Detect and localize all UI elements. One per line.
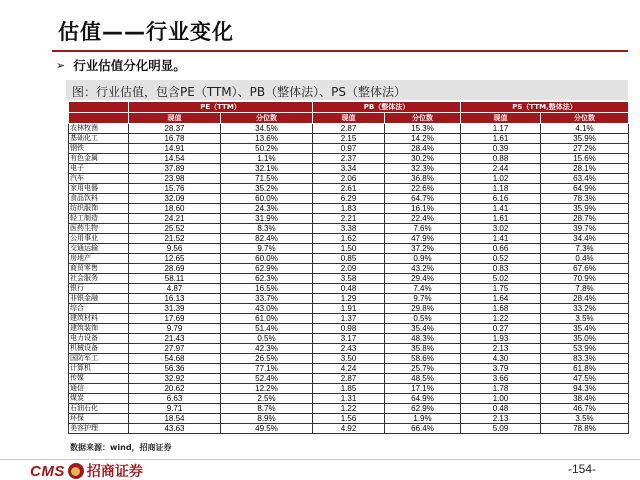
pb-value-cell: 6.29 — [313, 194, 385, 204]
table-row — [69, 384, 629, 394]
table-row — [69, 344, 629, 354]
bullet-point — [56, 56, 186, 74]
industry-cell: 社会服务 — [69, 274, 129, 284]
group-header-pe: PE（TTM） — [129, 102, 313, 113]
ps-percentile-cell: 94.3% — [541, 384, 629, 394]
table-row — [69, 184, 629, 194]
pe-percentile-cell: 42.3% — [221, 344, 313, 354]
table-row — [69, 334, 629, 344]
industry-cell: 电子 — [69, 164, 129, 174]
pb-percentile-cell: 0.5% — [385, 314, 461, 324]
ps-percentile-cell: 61.8% — [541, 364, 629, 374]
table-row — [69, 364, 629, 374]
pe-value-cell: 9.56 — [129, 244, 221, 254]
pb-value-cell: 1.31 — [313, 394, 385, 404]
ps-value-cell: 1.02 — [461, 174, 541, 184]
table-row — [69, 304, 629, 314]
ps-value-cell: 1.17 — [461, 124, 541, 134]
pb-value-cell: 2.06 — [313, 174, 385, 184]
pe-percentile-cell: 52.4% — [221, 374, 313, 384]
industry-cell: 有色金属 — [69, 154, 129, 164]
ps-value-cell: 2.13 — [461, 414, 541, 424]
sub-header-ps-value: 现值 — [461, 113, 541, 124]
pe-percentile-cell: 51.4% — [221, 324, 313, 334]
pe-value-cell: 43.63 — [129, 424, 221, 434]
ps-value-cell: 1.75 — [461, 284, 541, 294]
title-divider — [52, 50, 628, 52]
pe-percentile-cell: 8.7% — [221, 404, 313, 414]
pe-percentile-cell: 24.3% — [221, 204, 313, 214]
ps-value-cell: 5.02 — [461, 274, 541, 284]
ps-value-cell: 1.61 — [461, 214, 541, 224]
ps-percentile-cell: 64.9% — [541, 184, 629, 194]
bullet-text: 行业估值分化明显。 — [73, 58, 186, 73]
pb-percentile-cell: 7.4% — [385, 284, 461, 294]
pe-value-cell: 18.60 — [129, 204, 221, 214]
pb-percentile-cell: 66.4% — [385, 424, 461, 434]
ps-value-cell: 0.39 — [461, 144, 541, 154]
ps-value-cell: 0.66 — [461, 244, 541, 254]
pb-value-cell: 2.61 — [313, 184, 385, 194]
data-source: 数据来源：wind，招商证券 — [70, 443, 172, 452]
pb-percentile-cell: 17.1% — [385, 384, 461, 394]
pe-percentile-cell: 71.5% — [221, 174, 313, 184]
pe-value-cell: 31.39 — [129, 304, 221, 314]
pb-value-cell: 0.97 — [313, 144, 385, 154]
ps-percentile-cell: 67.6% — [541, 264, 629, 274]
ps-value-cell: 0.48 — [461, 404, 541, 414]
table-row — [69, 354, 629, 364]
pe-value-cell: 16.78 — [129, 134, 221, 144]
ps-value-cell: 1.41 — [461, 234, 541, 244]
valuation-table-container — [68, 101, 628, 434]
table-row — [69, 294, 629, 304]
ps-value-cell: 1.68 — [461, 304, 541, 314]
table-row — [69, 224, 629, 234]
pb-value-cell: 3.17 — [313, 334, 385, 344]
ps-percentile-cell: 27.2% — [541, 144, 629, 154]
pe-percentile-cell: 82.4% — [221, 234, 313, 244]
industry-cell: 交通运输 — [69, 244, 129, 254]
ps-percentile-cell: 3.5% — [541, 414, 629, 424]
pb-percentile-cell: 62.9% — [385, 404, 461, 414]
pb-percentile-cell: 9.7% — [385, 294, 461, 304]
pe-value-cell: 58.11 — [129, 274, 221, 284]
footer-divider — [0, 459, 640, 460]
sub-header-pb-value: 现值 — [313, 113, 385, 124]
sub-header-ps-percentile: 分位数 — [541, 113, 629, 124]
table-row — [69, 164, 629, 174]
pb-value-cell: 2.09 — [313, 264, 385, 274]
table-row — [69, 264, 629, 274]
table-row — [69, 194, 629, 204]
table-row — [69, 204, 629, 214]
table-row — [69, 174, 629, 184]
ps-percentile-cell: 28.7% — [541, 214, 629, 224]
pb-percentile-cell: 35.4% — [385, 324, 461, 334]
ps-percentile-cell: 34.4% — [541, 234, 629, 244]
ps-value-cell: 5.09 — [461, 424, 541, 434]
ps-percentile-cell: 53.9% — [541, 344, 629, 354]
pb-percentile-cell: 43.2% — [385, 264, 461, 274]
pe-percentile-cell: 12.2% — [221, 384, 313, 394]
pe-value-cell: 21.43 — [129, 334, 221, 344]
pb-percentile-cell: 29.8% — [385, 304, 461, 314]
industry-cell: 石油石化 — [69, 404, 129, 414]
pe-value-cell: 23.98 — [129, 174, 221, 184]
table-row — [69, 154, 629, 164]
industry-cell: 家用电器 — [69, 184, 129, 194]
pb-percentile-cell: 14.2% — [385, 134, 461, 144]
pb-value-cell: 4.24 — [313, 364, 385, 374]
ps-value-cell: 1.61 — [461, 134, 541, 144]
ps-value-cell: 1.18 — [461, 184, 541, 194]
pe-percentile-cell: 16.5% — [221, 284, 313, 294]
logo-chinese-text: 招商证券 — [86, 464, 143, 480]
pe-percentile-cell: 49.5% — [221, 424, 313, 434]
pe-value-cell: 14.91 — [129, 144, 221, 154]
pe-value-cell: 32.09 — [129, 194, 221, 204]
pb-value-cell: 3.38 — [313, 224, 385, 234]
cms-logo — [30, 461, 143, 480]
valuation-table — [68, 101, 629, 434]
corner-header — [69, 102, 129, 113]
pb-value-cell: 3.34 — [313, 164, 385, 174]
industry-cell: 农林牧渔 — [69, 124, 129, 134]
pb-value-cell: 0.85 — [313, 254, 385, 264]
pe-percentile-cell: 60.0% — [221, 254, 313, 264]
pe-percentile-cell: 8.9% — [221, 414, 313, 424]
pe-percentile-cell: 34.5% — [221, 124, 313, 134]
pe-percentile-cell: 8.3% — [221, 224, 313, 234]
table-row — [69, 394, 629, 404]
industry-cell: 机械设备 — [69, 344, 129, 354]
ps-value-cell: 0.83 — [461, 264, 541, 274]
ps-value-cell: 1.78 — [461, 384, 541, 394]
pe-percentile-cell: 9.7% — [221, 244, 313, 254]
pb-percentile-cell: 7.6% — [385, 224, 461, 234]
sub-header-pe-value: 现值 — [129, 113, 221, 124]
pb-percentile-cell: 16.1% — [385, 204, 461, 214]
pe-value-cell: 25.52 — [129, 224, 221, 234]
pe-value-cell: 24.21 — [129, 214, 221, 224]
industry-cell: 通信 — [69, 384, 129, 394]
pe-percentile-cell: 32.1% — [221, 164, 313, 174]
table-row — [69, 414, 629, 424]
pe-value-cell: 18.54 — [129, 414, 221, 424]
industry-cell: 医药生物 — [69, 224, 129, 234]
pe-percentile-cell: 35.2% — [221, 184, 313, 194]
pe-value-cell: 21.52 — [129, 234, 221, 244]
pb-percentile-cell: 64.9% — [385, 394, 461, 404]
pb-value-cell: 1.85 — [313, 384, 385, 394]
sub-header-row — [69, 113, 629, 124]
pb-percentile-cell: 36.8% — [385, 174, 461, 184]
ps-percentile-cell: 3.5% — [541, 314, 629, 324]
ps-percentile-cell: 35.9% — [541, 204, 629, 214]
table-row — [69, 284, 629, 294]
industry-cell: 轻工制造 — [69, 214, 129, 224]
ps-value-cell: 4.30 — [461, 354, 541, 364]
ps-value-cell: 0.52 — [461, 254, 541, 264]
ps-value-cell: 1.93 — [461, 334, 541, 344]
industry-cell: 基础化工 — [69, 134, 129, 144]
pb-percentile-cell: 28.4% — [385, 144, 461, 154]
ps-value-cell: 2.13 — [461, 344, 541, 354]
ps-percentile-cell: 78.3% — [541, 194, 629, 204]
pb-value-cell: 3.58 — [313, 274, 385, 284]
pe-value-cell: 14.54 — [129, 154, 221, 164]
pb-percentile-cell: 15.3% — [385, 124, 461, 134]
industry-cell: 国防军工 — [69, 354, 129, 364]
pb-value-cell: 1.83 — [313, 204, 385, 214]
pb-value-cell: 1.56 — [313, 414, 385, 424]
pb-value-cell: 2.87 — [313, 374, 385, 384]
pb-value-cell: 2.21 — [313, 214, 385, 224]
pe-value-cell: 6.63 — [129, 394, 221, 404]
table-row — [69, 124, 629, 134]
pb-percentile-cell: 48.5% — [385, 374, 461, 384]
ps-value-cell: 3.66 — [461, 374, 541, 384]
pb-percentile-cell: 22.6% — [385, 184, 461, 194]
table-row — [69, 134, 629, 144]
industry-cell: 公用事业 — [69, 234, 129, 244]
group-header-row — [69, 102, 629, 113]
pe-percentile-cell: 43.0% — [221, 304, 313, 314]
pb-percentile-cell: 64.7% — [385, 194, 461, 204]
industry-cell: 电力设备 — [69, 334, 129, 344]
pb-value-cell: 1.50 — [313, 244, 385, 254]
pb-percentile-cell: 30.2% — [385, 154, 461, 164]
pe-value-cell: 27.97 — [129, 344, 221, 354]
pe-percentile-cell: 33.7% — [221, 294, 313, 304]
page-number: -154- — [568, 462, 597, 476]
ps-value-cell: 0.88 — [461, 154, 541, 164]
ps-percentile-cell: 46.7% — [541, 404, 629, 414]
pb-value-cell: 2.15 — [313, 134, 385, 144]
arrow-bullet-icon: ➢ — [56, 58, 66, 72]
pb-percentile-cell: 47.9% — [385, 234, 461, 244]
pe-percentile-cell: 62.3% — [221, 274, 313, 284]
table-row — [69, 314, 629, 324]
table-row — [69, 254, 629, 264]
ps-value-cell: 1.41 — [461, 204, 541, 214]
pb-value-cell: 2.37 — [313, 154, 385, 164]
pb-value-cell: 0.48 — [313, 284, 385, 294]
page-title: 估值——行业变化 — [58, 20, 234, 44]
industry-cell: 房地产 — [69, 254, 129, 264]
ps-percentile-cell: 35.9% — [541, 134, 629, 144]
ps-percentile-cell: 7.8% — [541, 284, 629, 294]
industry-cell: 纺织服饰 — [69, 204, 129, 214]
pe-percentile-cell: 1.1% — [221, 154, 313, 164]
pb-value-cell: 1.62 — [313, 234, 385, 244]
ps-percentile-cell: 47.5% — [541, 374, 629, 384]
table-row — [69, 234, 629, 244]
table-row — [69, 244, 629, 254]
pe-percentile-cell: 62.9% — [221, 264, 313, 274]
ps-value-cell: 1.00 — [461, 394, 541, 404]
table-row — [69, 374, 629, 384]
pb-percentile-cell: 22.4% — [385, 214, 461, 224]
pe-value-cell: 37.89 — [129, 164, 221, 174]
pe-percentile-cell: 50.2% — [221, 144, 313, 154]
pe-value-cell: 9.79 — [129, 324, 221, 334]
ps-percentile-cell: 83.3% — [541, 354, 629, 364]
ps-percentile-cell: 63.4% — [541, 174, 629, 184]
pe-percentile-cell: 61.0% — [221, 314, 313, 324]
pe-percentile-cell: 77.1% — [221, 364, 313, 374]
ps-percentile-cell: 28.4% — [541, 294, 629, 304]
ps-value-cell: 2.44 — [461, 164, 541, 174]
pe-percentile-cell: 2.5% — [221, 394, 313, 404]
pe-percentile-cell: 13.6% — [221, 134, 313, 144]
pe-value-cell: 15.76 — [129, 184, 221, 194]
pb-value-cell: 1.22 — [313, 404, 385, 414]
table-row — [69, 274, 629, 284]
pb-value-cell: 1.29 — [313, 294, 385, 304]
pe-value-cell: 28.69 — [129, 264, 221, 274]
ps-value-cell: 0.27 — [461, 324, 541, 334]
pb-value-cell: 2.43 — [313, 344, 385, 354]
pb-value-cell: 1.37 — [313, 314, 385, 324]
pe-percentile-cell: 0.5% — [221, 334, 313, 344]
table-body — [69, 124, 629, 434]
pe-value-cell: 4.87 — [129, 284, 221, 294]
industry-cell: 汽车 — [69, 174, 129, 184]
industry-cell: 环保 — [69, 414, 129, 424]
industry-cell: 计算机 — [69, 364, 129, 374]
pb-percentile-cell: 48.3% — [385, 334, 461, 344]
pb-percentile-cell: 32.3% — [385, 164, 461, 174]
sub-header-pe-percentile: 分位数 — [221, 113, 313, 124]
pb-percentile-cell: 37.2% — [385, 244, 461, 254]
industry-cell: 非银金融 — [69, 294, 129, 304]
pb-percentile-cell: 58.6% — [385, 354, 461, 364]
ps-percentile-cell: 39.7% — [541, 224, 629, 234]
industry-cell: 商贸零售 — [69, 264, 129, 274]
figure-caption: 图：行业估值，包含PE（TTM）、PB（整体法）、PS（整体法） — [72, 85, 406, 99]
group-header-pb: PB（整体法） — [313, 102, 461, 113]
ps-value-cell: 3.79 — [461, 364, 541, 374]
industry-cell: 建筑装饰 — [69, 324, 129, 334]
industry-cell: 建筑材料 — [69, 314, 129, 324]
pb-value-cell: 3.50 — [313, 354, 385, 364]
table-row — [69, 214, 629, 224]
ps-value-cell: 1.64 — [461, 294, 541, 304]
logo-emblem-icon — [68, 463, 84, 479]
ps-value-cell: 1.22 — [461, 314, 541, 324]
pe-percentile-cell: 26.5% — [221, 354, 313, 364]
pe-value-cell: 12.65 — [129, 254, 221, 264]
ps-percentile-cell: 15.6% — [541, 154, 629, 164]
pb-value-cell: 1.91 — [313, 304, 385, 314]
industry-cell: 综合 — [69, 304, 129, 314]
ps-percentile-cell: 35.4% — [541, 324, 629, 334]
ps-percentile-cell: 70.9% — [541, 274, 629, 284]
industry-cell: 银行 — [69, 284, 129, 294]
pb-percentile-cell: 35.8% — [385, 344, 461, 354]
pe-value-cell: 54.68 — [129, 354, 221, 364]
ps-percentile-cell: 35.0% — [541, 334, 629, 344]
pb-percentile-cell: 0.9% — [385, 254, 461, 264]
pb-percentile-cell: 25.7% — [385, 364, 461, 374]
ps-percentile-cell: 0.4% — [541, 254, 629, 264]
pe-value-cell: 17.69 — [129, 314, 221, 324]
pe-value-cell: 20.62 — [129, 384, 221, 394]
pe-value-cell: 56.36 — [129, 364, 221, 374]
corner-subheader — [69, 113, 129, 124]
industry-cell: 传媒 — [69, 374, 129, 384]
pb-percentile-cell: 29.4% — [385, 274, 461, 284]
table-row — [69, 424, 629, 434]
logo-cms-text: CMS — [30, 462, 65, 480]
pe-percentile-cell: 31.9% — [221, 214, 313, 224]
pe-percentile-cell: 60.0% — [221, 194, 313, 204]
ps-percentile-cell: 28.1% — [541, 164, 629, 174]
pb-value-cell: 0.98 — [313, 324, 385, 334]
ps-percentile-cell: 33.2% — [541, 304, 629, 314]
table-row — [69, 324, 629, 334]
pe-value-cell: 32.92 — [129, 374, 221, 384]
table-row — [69, 144, 629, 154]
ps-percentile-cell: 7.3% — [541, 244, 629, 254]
ps-percentile-cell: 38.4% — [541, 394, 629, 404]
industry-cell: 食品饮料 — [69, 194, 129, 204]
pe-value-cell: 16.13 — [129, 294, 221, 304]
pb-value-cell: 4.92 — [313, 424, 385, 434]
industry-cell: 煤炭 — [69, 394, 129, 404]
ps-value-cell: 3.02 — [461, 224, 541, 234]
ps-percentile-cell: 78.8% — [541, 424, 629, 434]
sub-header-pb-percentile: 分位数 — [385, 113, 461, 124]
ps-percentile-cell: 4.1% — [541, 124, 629, 134]
ps-value-cell: 6.16 — [461, 194, 541, 204]
industry-cell: 钢铁 — [69, 144, 129, 154]
industry-cell: 美容护理 — [69, 424, 129, 434]
group-header-ps: PS（TTM,整体法） — [461, 102, 629, 113]
table-row — [69, 404, 629, 414]
pb-value-cell: 2.87 — [313, 124, 385, 134]
pe-value-cell: 28.37 — [129, 124, 221, 134]
pb-percentile-cell: 1.9% — [385, 414, 461, 424]
pe-value-cell: 9.71 — [129, 404, 221, 414]
